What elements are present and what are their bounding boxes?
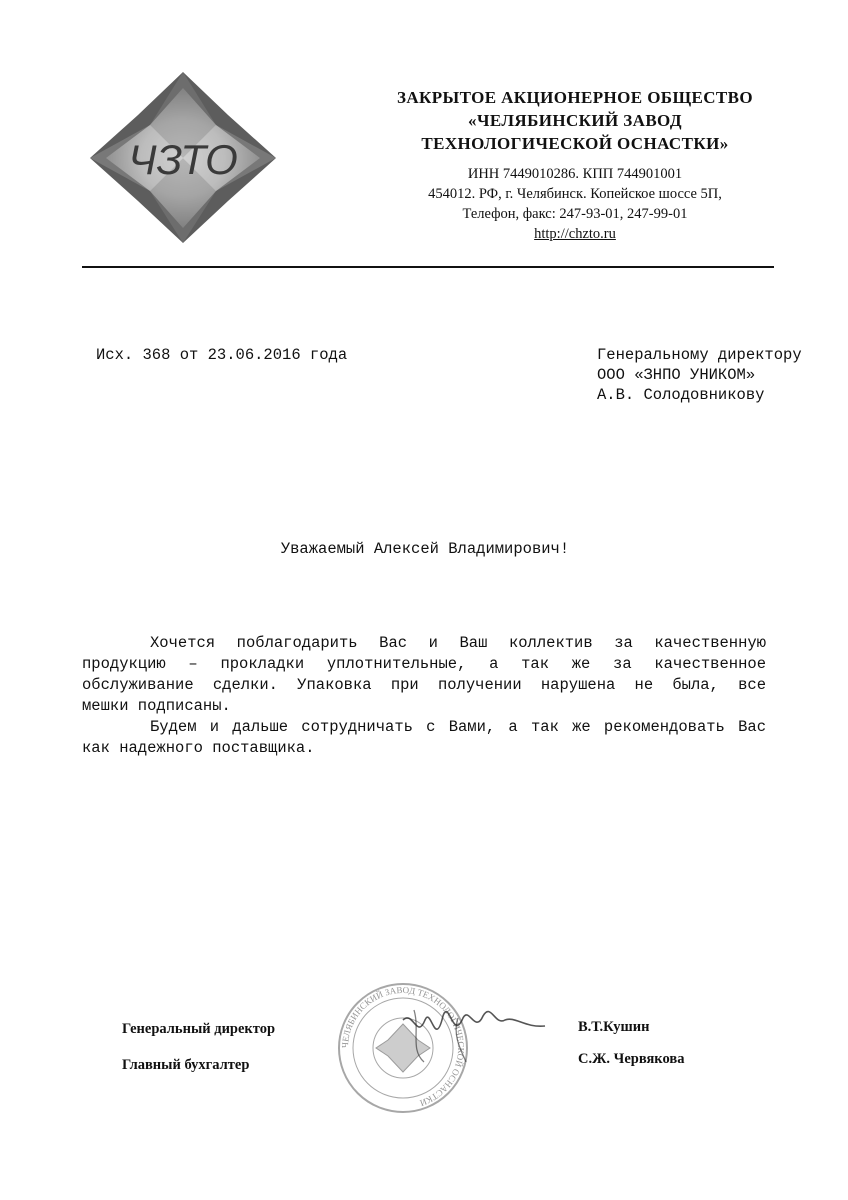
addressee-line-2: ООО «ЗНПО УНИКОМ» [597,366,756,384]
company-name-line-2: «ЧЕЛЯБИНСКИЙ ЗАВОД [468,111,682,130]
company-seal-stamp [318,980,578,1130]
company-website-link[interactable]: http://chzto.ru [534,226,616,242]
company-name-line-3: ТЕХНОЛОГИЧЕСКОЙ ОСНАСТКИ» [421,134,729,153]
addressee-line-1: Генеральному директору [597,346,802,364]
body-line-3: обслуживание сделки. Упаковка при получении нарушена не была, все [82,676,766,694]
company-website-row [380,226,770,243]
company-tax-ids: ИНН 7449010286. КПП 744901001 [467,166,683,182]
seal-outer-text: ЧЕЛЯБИНСКИЙ ЗАВОД ТЕХНОЛОГИЧЕСКОЙ ОСНАСТКИ [339,984,467,1109]
company-phone: Телефон, факс: 247-93-01, 247-99-01 [462,206,688,222]
addressee-line-3: А.В. Солодовникову [597,386,765,404]
company-name-line-1: ЗАКРЫТОЕ АКЦИОНЕРНОЕ ОБЩЕСТВО [396,88,754,107]
logo-text: ЧЗТО [128,136,238,183]
signature-role-director: Генеральный директор [122,1021,276,1037]
body-line-5: Будем и дальше сотрудничать с Вами, а так же рекомендовать Вас [150,718,766,736]
body-line-2: продукцию – прокладки уплотнительные, а так же за качественное [82,655,766,673]
signature-name-director: В.Т.Кушин [578,1019,650,1035]
signature-name-accountant: С.Ж. Червякова [578,1051,685,1067]
body-line-1: Хочется поблагодарить Вас и Ваш коллектив за качественную [150,634,766,652]
outgoing-reference: Исх. 368 от 23.06.2016 года [96,346,348,364]
company-logo [88,70,278,245]
header-divider [82,266,774,268]
salutation: Уважаемый Алексей Владимирович! [280,540,570,558]
body-line-6: как надежного поставщика. [82,739,315,757]
body-line-4: мешки подписаны. [82,697,231,715]
signature-role-accountant: Главный бухгалтер [122,1057,250,1073]
company-address: 454012. РФ, г. Челябинск. Копейское шоссе 5П, [428,186,722,202]
